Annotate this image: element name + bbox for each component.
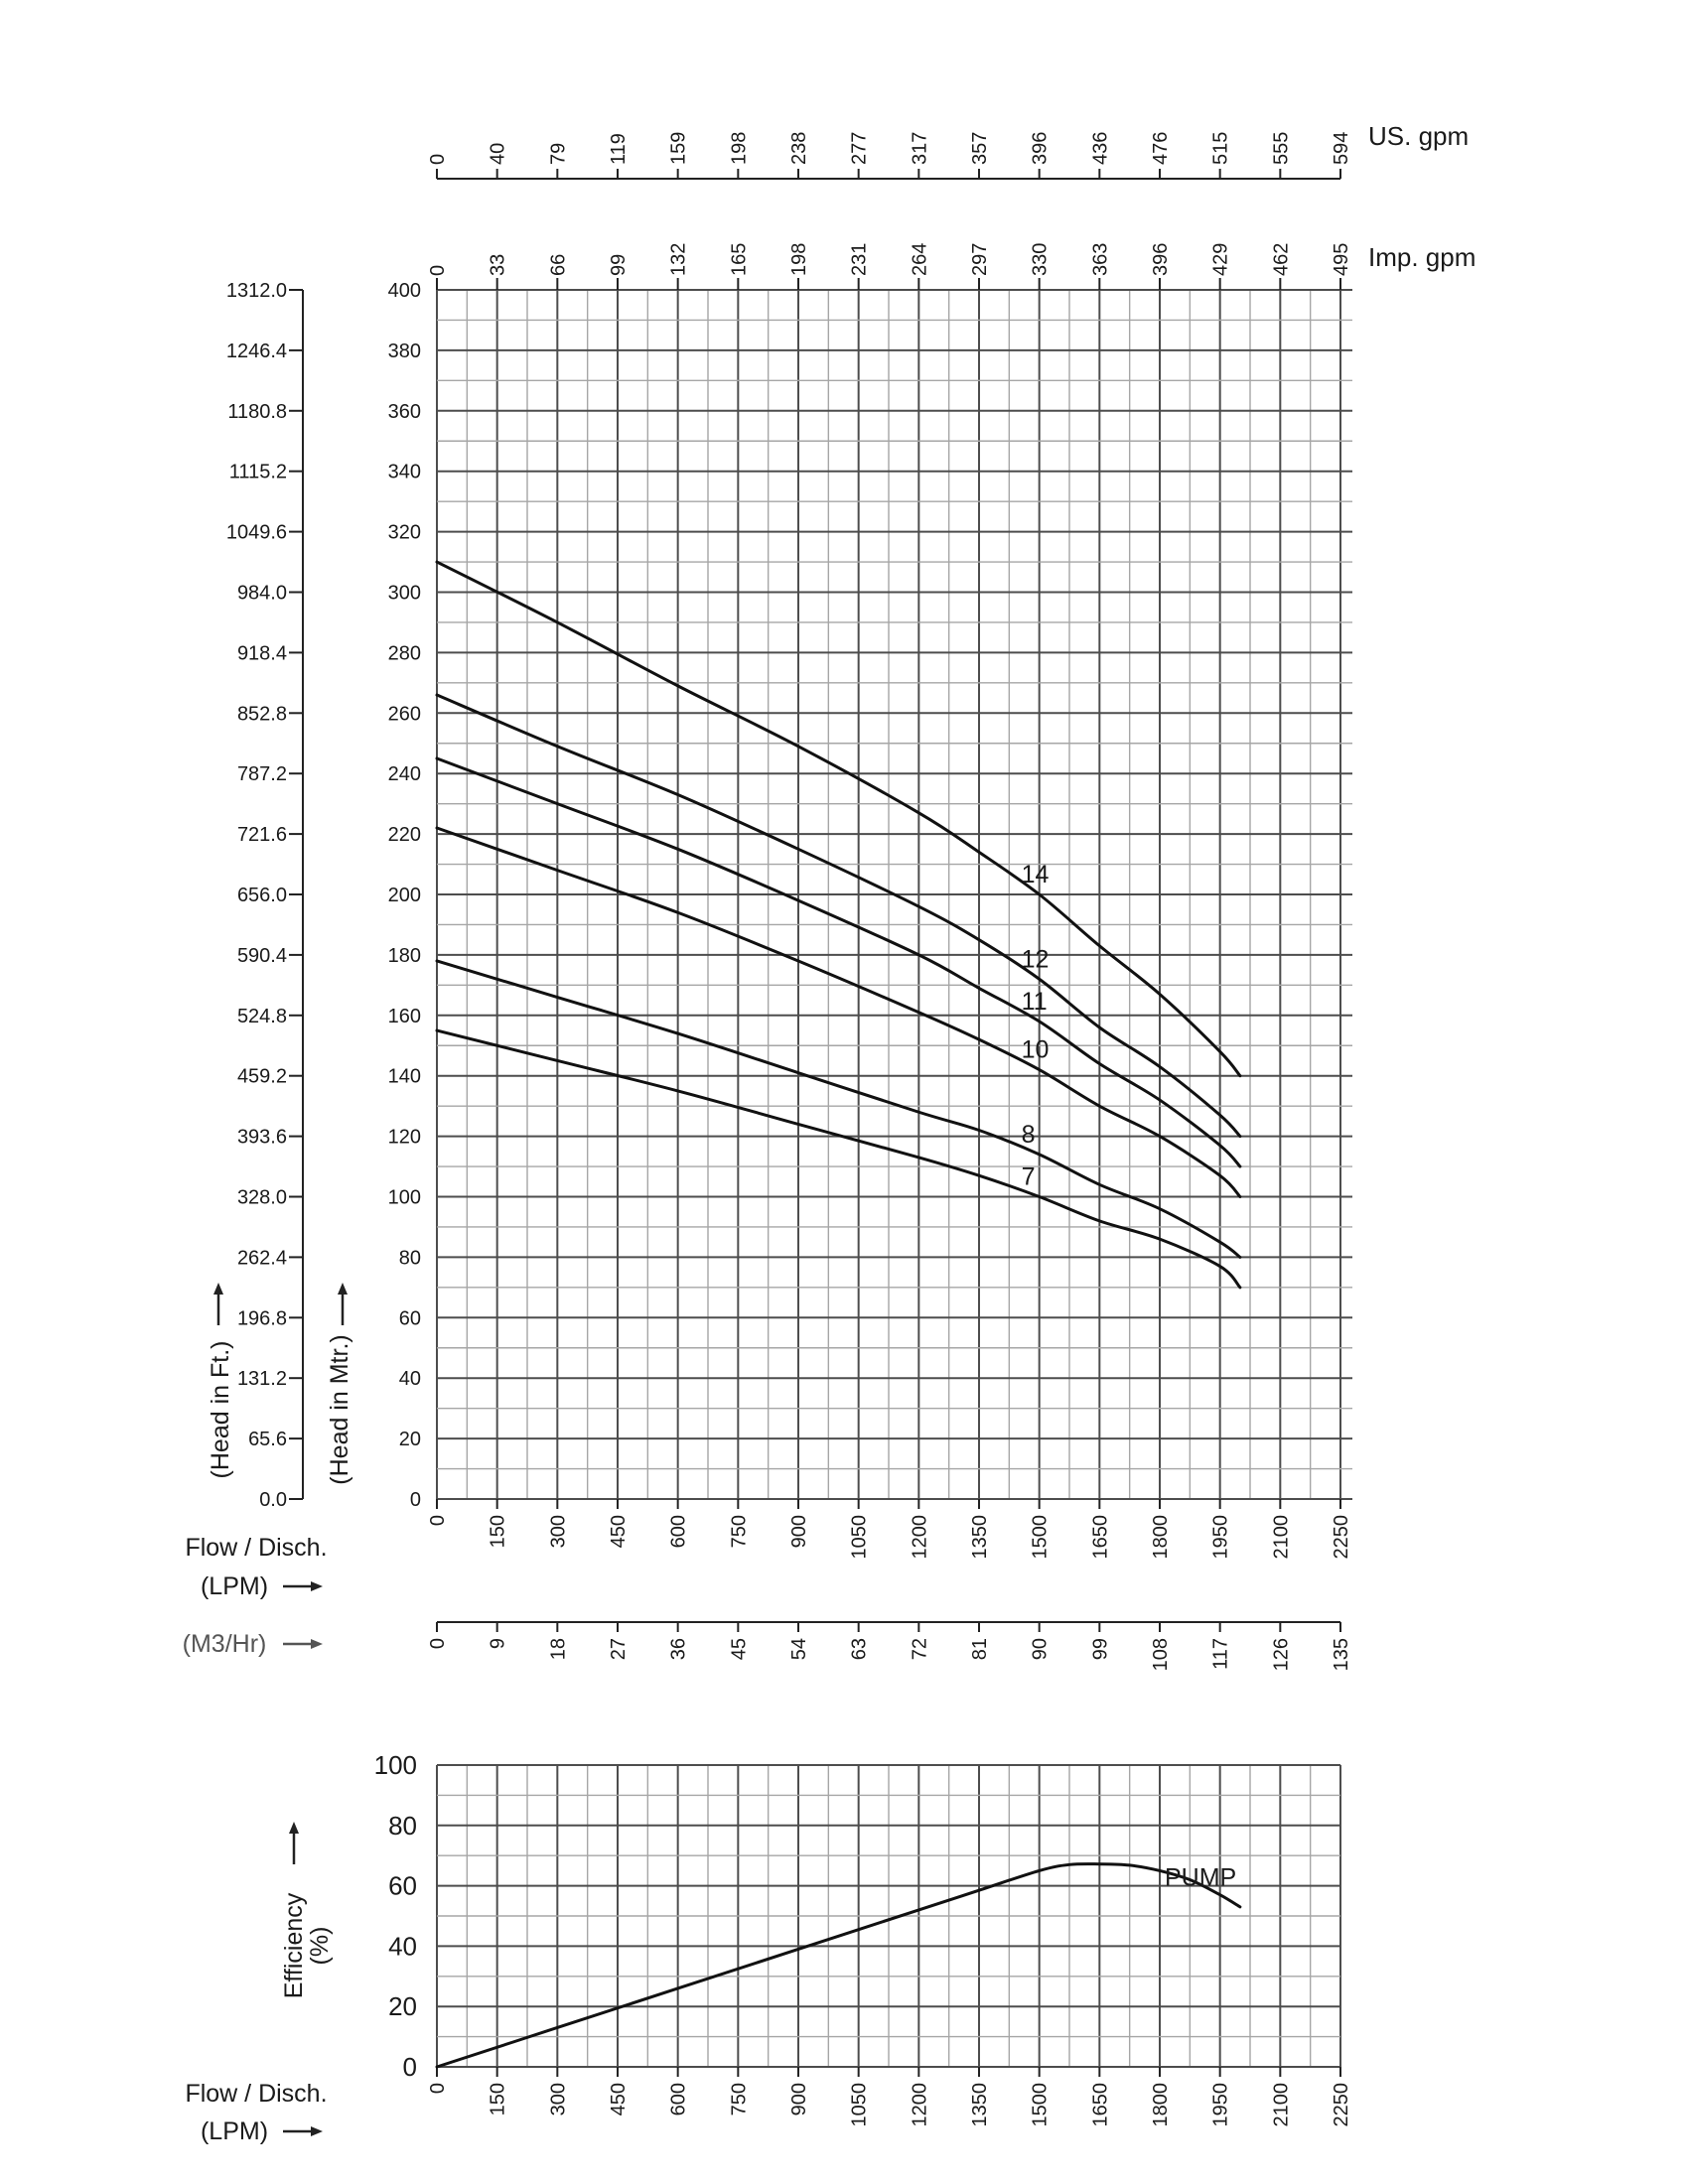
head-flow-axis-title: Flow / Disch. xyxy=(185,1534,328,1562)
us-gpm-tick-label: 79 xyxy=(547,142,570,165)
y-tick-label-ft: 0.0 xyxy=(259,1489,287,1511)
eff-y-tick-label: 100 xyxy=(373,1750,417,1780)
y-tick-label-mtr: 260 xyxy=(387,703,421,726)
imp-gpm-axis-label: Imp. gpm xyxy=(1368,242,1477,272)
eff-x-tick-label: 900 xyxy=(788,2083,810,2116)
eff-y-tick-label: 80 xyxy=(388,1810,417,1841)
y-tick-label-mtr: 380 xyxy=(387,340,421,362)
y-tick-label-ft: 1180.8 xyxy=(227,400,287,423)
imp-gpm-tick-label: 363 xyxy=(1089,242,1112,276)
y-tick-label-ft: 1049.6 xyxy=(225,521,287,544)
y-tick-label-mtr: 120 xyxy=(387,1126,421,1149)
m3hr-tick-label: 81 xyxy=(969,1638,991,1661)
m3hr-tick-label: 108 xyxy=(1150,1638,1172,1672)
eff-x-tick-label: 1800 xyxy=(1150,2083,1172,2127)
m3hr-axis-label: (M3/Hr) xyxy=(182,1630,267,1658)
m3hr-tick-label: 126 xyxy=(1270,1638,1293,1672)
y-tick-label-ft: 1312.0 xyxy=(225,280,287,302)
y-tick-label-ft: 196.8 xyxy=(236,1307,287,1330)
curve-label-10: 10 xyxy=(1021,1035,1050,1064)
eff-x-tick-label: 1500 xyxy=(1029,2083,1052,2127)
y-tick-label-mtr: 280 xyxy=(387,642,421,665)
us-gpm-tick-label: 238 xyxy=(788,131,810,165)
y-tick-label-ft: 918.4 xyxy=(236,642,287,665)
eff-x-tick-label: 150 xyxy=(487,2083,509,2116)
y-tick-label-mtr: 320 xyxy=(387,521,421,544)
head-flow-right-arrow xyxy=(283,1581,323,1591)
y-tick-label-ft: 721.6 xyxy=(236,824,287,847)
m3hr-tick-label: 135 xyxy=(1331,1638,1352,1672)
head-flow-unit-label: (LPM) xyxy=(200,1572,269,1600)
y-tick-label-mtr: 80 xyxy=(398,1247,421,1270)
us-gpm-axis-label: US. gpm xyxy=(1368,121,1470,151)
y-tick-label-mtr: 40 xyxy=(398,1368,421,1391)
y-tick-label-mtr: 60 xyxy=(398,1307,421,1330)
y-tick-label-mtr: 140 xyxy=(387,1065,421,1088)
y-tick-label-ft: 524.8 xyxy=(236,1005,287,1027)
efficiency-unit-label: (%) xyxy=(306,1926,334,1966)
x-tick-label-lpm: 750 xyxy=(728,1515,751,1549)
imp-gpm-tick-label: 264 xyxy=(909,242,931,276)
m3hr-tick-label: 90 xyxy=(1029,1638,1052,1661)
eff-x-tick-label: 1200 xyxy=(909,2083,931,2127)
head-mtr-axis-title: (Head in Mtr.) xyxy=(326,1334,353,1485)
x-tick-label-lpm: 600 xyxy=(667,1515,690,1549)
imp-gpm-tick-label: 330 xyxy=(1029,242,1052,276)
y-tick-label-ft: 852.8 xyxy=(236,703,287,726)
m3hr-tick-label: 9 xyxy=(487,1638,509,1650)
x-tick-label-lpm: 1650 xyxy=(1089,1515,1112,1560)
y-tick-label-mtr: 300 xyxy=(387,582,421,605)
y-tick-label-ft: 131.2 xyxy=(236,1368,287,1391)
imp-gpm-tick-label: 165 xyxy=(728,242,751,276)
eff-x-tick-label: 1350 xyxy=(969,2083,991,2127)
x-tick-label-lpm: 1350 xyxy=(969,1515,991,1560)
imp-gpm-tick-label: 132 xyxy=(667,242,690,276)
m3hr-tick-label: 36 xyxy=(667,1638,690,1661)
y-tick-label-mtr: 0 xyxy=(409,1489,421,1511)
eff-x-tick-label: 2250 xyxy=(1331,2083,1352,2127)
x-tick-label-lpm: 1800 xyxy=(1150,1515,1172,1560)
imp-gpm-tick-label: 33 xyxy=(487,253,509,276)
m3hr-tick-label: 27 xyxy=(608,1638,630,1661)
efficiency-axis-title: Efficiency xyxy=(280,1892,308,1999)
curve-label-8: 8 xyxy=(1021,1120,1036,1149)
y-tick-label-mtr: 200 xyxy=(387,885,421,906)
eff-flow-axis-title: Flow / Disch. xyxy=(185,2080,328,2108)
efficiency-chart-axes xyxy=(374,1750,1352,2127)
us-gpm-tick-label: 515 xyxy=(1209,131,1232,165)
y-tick-label-mtr: 160 xyxy=(387,1005,421,1027)
eff-x-tick-label: 1650 xyxy=(1089,2083,1112,2127)
eff-x-tick-label: 2100 xyxy=(1270,2083,1293,2127)
eff-x-tick-label: 0 xyxy=(427,2083,449,2095)
curve-label-7: 7 xyxy=(1021,1162,1036,1191)
us-gpm-tick-label: 159 xyxy=(667,131,690,165)
x-tick-label-lpm: 1500 xyxy=(1029,1515,1052,1560)
y-tick-label-mtr: 240 xyxy=(387,763,421,786)
m3hr-tick-label: 45 xyxy=(728,1638,751,1661)
y-tick-label-ft: 590.4 xyxy=(236,944,287,967)
y-tick-label-ft: 328.0 xyxy=(236,1186,287,1209)
m3hr-tick-label: 72 xyxy=(909,1638,931,1661)
imp-gpm-tick-label: 231 xyxy=(848,242,871,276)
head-ft-axis-title: (Head in Ft.) xyxy=(207,1340,234,1479)
efficiency-up-arrow xyxy=(289,1822,299,1864)
imp-gpm-tick-label: 462 xyxy=(1270,242,1293,276)
us-gpm-tick-label: 198 xyxy=(728,131,751,165)
eff-y-tick-label: 60 xyxy=(388,1870,417,1901)
eff-x-tick-label: 300 xyxy=(547,2083,570,2116)
eff-x-tick-label: 450 xyxy=(608,2083,630,2116)
us-gpm-tick-label: 0 xyxy=(427,153,449,165)
y-tick-label-mtr: 340 xyxy=(387,461,421,483)
m3hr-tick-label: 0 xyxy=(427,1638,449,1650)
y-tick-label-mtr: 100 xyxy=(387,1186,421,1209)
y-tick-label-mtr: 20 xyxy=(398,1429,421,1451)
imp-gpm-tick-label: 198 xyxy=(788,242,810,276)
us-gpm-tick-label: 555 xyxy=(1270,131,1293,165)
head-ft-up-arrow xyxy=(213,1283,223,1325)
y-tick-label-ft: 1246.4 xyxy=(225,340,287,362)
x-tick-label-lpm: 0 xyxy=(427,1515,449,1527)
eff-flow-right-arrow xyxy=(283,2126,323,2136)
us-gpm-tick-label: 119 xyxy=(608,133,630,165)
x-tick-label-lpm: 2100 xyxy=(1270,1515,1293,1560)
imp-gpm-tick-label: 0 xyxy=(427,264,449,276)
y-tick-label-ft: 262.4 xyxy=(236,1247,287,1270)
curve-label-12: 12 xyxy=(1021,945,1050,974)
efficiency-curve-label: PUMP xyxy=(1165,1863,1237,1892)
y-tick-label-mtr: 400 xyxy=(387,280,421,302)
x-tick-label-lpm: 900 xyxy=(788,1515,810,1549)
eff-flow-unit-label: (LPM) xyxy=(200,2117,269,2145)
y-tick-label-ft: 65.6 xyxy=(248,1429,287,1451)
curve-label-14: 14 xyxy=(1021,861,1050,888)
m3hr-tick-label: 18 xyxy=(547,1638,570,1661)
imp-gpm-tick-label: 429 xyxy=(1209,242,1232,276)
eff-x-tick-label: 750 xyxy=(728,2083,751,2116)
x-tick-label-lpm: 1950 xyxy=(1209,1515,1232,1560)
eff-y-tick-label: 40 xyxy=(388,1931,417,1962)
y-tick-label-ft: 787.2 xyxy=(236,763,287,786)
imp-gpm-tick-label: 99 xyxy=(608,253,630,276)
x-tick-label-lpm: 300 xyxy=(547,1515,570,1549)
us-gpm-tick-label: 277 xyxy=(848,131,871,165)
m3hr-right-arrow xyxy=(283,1639,323,1649)
x-tick-label-lpm: 450 xyxy=(608,1515,630,1549)
imp-gpm-tick-label: 297 xyxy=(969,242,991,276)
us-gpm-tick-label: 40 xyxy=(487,142,509,165)
us-gpm-tick-label: 396 xyxy=(1029,131,1052,165)
us-gpm-tick-label: 594 xyxy=(1331,131,1352,165)
y-tick-label-ft: 459.2 xyxy=(236,1065,287,1088)
y-tick-label-mtr: 360 xyxy=(387,400,421,423)
m3hr-tick-label: 117 xyxy=(1209,1638,1232,1670)
y-tick-label-ft: 656.0 xyxy=(236,885,287,906)
curve-label-11: 11 xyxy=(1021,987,1048,1016)
us-gpm-tick-label: 317 xyxy=(909,131,931,165)
y-tick-label-ft: 1115.2 xyxy=(228,461,287,483)
y-tick-label-mtr: 220 xyxy=(387,824,421,847)
x-tick-label-lpm: 1050 xyxy=(848,1515,871,1560)
m3hr-tick-label: 99 xyxy=(1089,1638,1112,1661)
us-gpm-tick-label: 476 xyxy=(1150,131,1172,165)
x-tick-label-lpm: 1200 xyxy=(909,1515,931,1560)
us-gpm-tick-label: 357 xyxy=(969,131,991,165)
eff-x-tick-label: 600 xyxy=(667,2083,690,2116)
us-gpm-tick-label: 436 xyxy=(1089,131,1112,165)
eff-y-tick-label: 0 xyxy=(402,2052,417,2082)
imp-gpm-tick-label: 66 xyxy=(547,253,570,276)
eff-x-tick-label: 1050 xyxy=(848,2083,871,2127)
head-chart-axes xyxy=(226,132,1352,1672)
y-tick-label-mtr: 180 xyxy=(387,944,421,967)
eff-x-tick-label: 1950 xyxy=(1209,2083,1232,2127)
y-tick-label-ft: 984.0 xyxy=(236,582,287,605)
eff-y-tick-label: 20 xyxy=(388,1991,417,2022)
head-mtr-up-arrow xyxy=(338,1283,348,1325)
m3hr-tick-label: 54 xyxy=(788,1638,810,1661)
imp-gpm-tick-label: 495 xyxy=(1331,242,1352,276)
x-tick-label-lpm: 150 xyxy=(487,1515,509,1549)
y-tick-label-ft: 393.6 xyxy=(236,1126,287,1149)
imp-gpm-tick-label: 396 xyxy=(1150,242,1172,276)
m3hr-tick-label: 63 xyxy=(848,1638,871,1661)
x-tick-label-lpm: 2250 xyxy=(1331,1515,1352,1560)
